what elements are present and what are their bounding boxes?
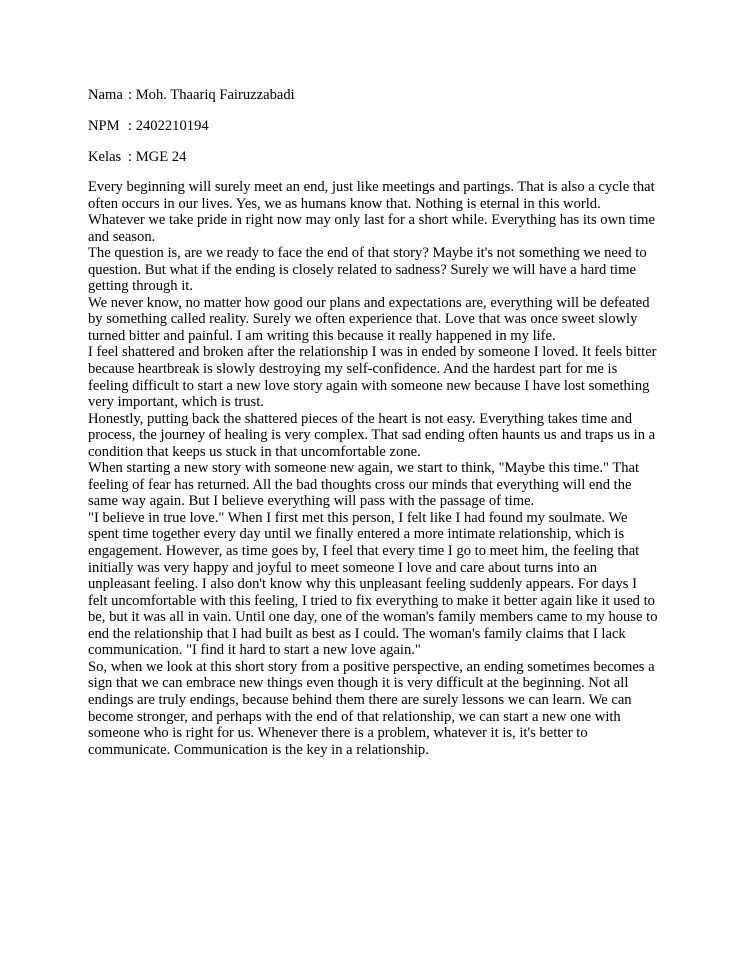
kelas-label: Kelas xyxy=(88,149,122,165)
npm-value: : 2402210194 xyxy=(128,118,209,134)
paragraph-4: I feel shattered and broken after the relationship I was in ended by someone I loved. It feels bitter because heartbreak is slowly destroying my self-confidence. And the hardest part for me is feeling difficult to start a new love story again with someone new because I have lost something very important, which is trust. xyxy=(88,344,657,411)
paragraph-7: "I believe in true love." When I first met this person, I felt like I had found my soulmate. We spent time together every day until we finally entered a more intimate relationship, which is engagement. However, as time goes by, I feel that every time I go to meet him, the feeling that initially was very happy and joyful to meet someone I love and care about turns into an unpleasant feeling. I also don't know why this unpleasant feeling suddenly appears. For days I felt uncomfortable with this feeling, I tried to fix everything to make it better again like it used to be, but it was all in vain. Until one day, one of the woman's family members came to my house to end the relationship that I had built as best as I could. The woman's family claims that I lack communication. "I find it hard to start a new love again." xyxy=(88,509,658,659)
paragraph-3: We never know, no matter how good our plans and expectations are, everything will be defeated by something called reality. Surely we often experience that. Love that was once sweet slowly turned bitter and painful. I am writing this because it really happened in my life. xyxy=(88,294,650,344)
paragraph-5: Honestly, putting back the shattered pieces of the heart is not easy. Everything takes time and process, the journey of healing is very complex. That sad ending often haunts us and traps us in a condition that keeps us stuck in that uncomfortable zone. xyxy=(88,410,656,460)
paragraph-1: Every beginning will surely meet an end, just like meetings and partings. That is also a cycle that often occurs in our lives. Yes, we as humans know that. Nothing is eternal in this world. Whatever we take pride in right now may only last for a short while. Everything has its own time and season. xyxy=(88,179,655,245)
kelas-value: : MGE 24 xyxy=(128,149,187,165)
paragraph-6: When starting a new story with someone new again, we start to think, "Maybe this time." That feeling of fear has returned. All the bad thoughts cross our minds that everything will end the same way again. But I believe everything will pass with the passage of time. xyxy=(88,460,640,510)
nama-value: : Moh. Thaariq Fairuzzabadi xyxy=(128,87,295,103)
paragraph-2: The question is, are we ready to face the end of that story? Maybe it's not something we need to question. But what if the ending is closely related to sadness? Surely we will have a hard time getting through it. xyxy=(88,245,647,295)
nama-label: Nama xyxy=(88,87,123,103)
kelas-row xyxy=(88,147,295,167)
essay-body xyxy=(88,179,658,758)
student-info xyxy=(88,85,295,178)
nama-row xyxy=(88,85,295,105)
npm-label: NPM xyxy=(88,118,120,134)
paragraph-8: So, when we look at this short story from a positive perspective, an ending sometimes becomes a sign that we can embrace new things even though it is very difficult at the beginning. Not all endings are truly endings, because behind them there are surely lessons we can learn. We can become stronger, and perhaps with the end of that relationship, we can start a new one with someone who is right for us. Whenever there is a problem, whatever it is, it's better to communicate. Communication is the key in a relationship. xyxy=(88,658,655,758)
npm-row xyxy=(88,116,295,136)
